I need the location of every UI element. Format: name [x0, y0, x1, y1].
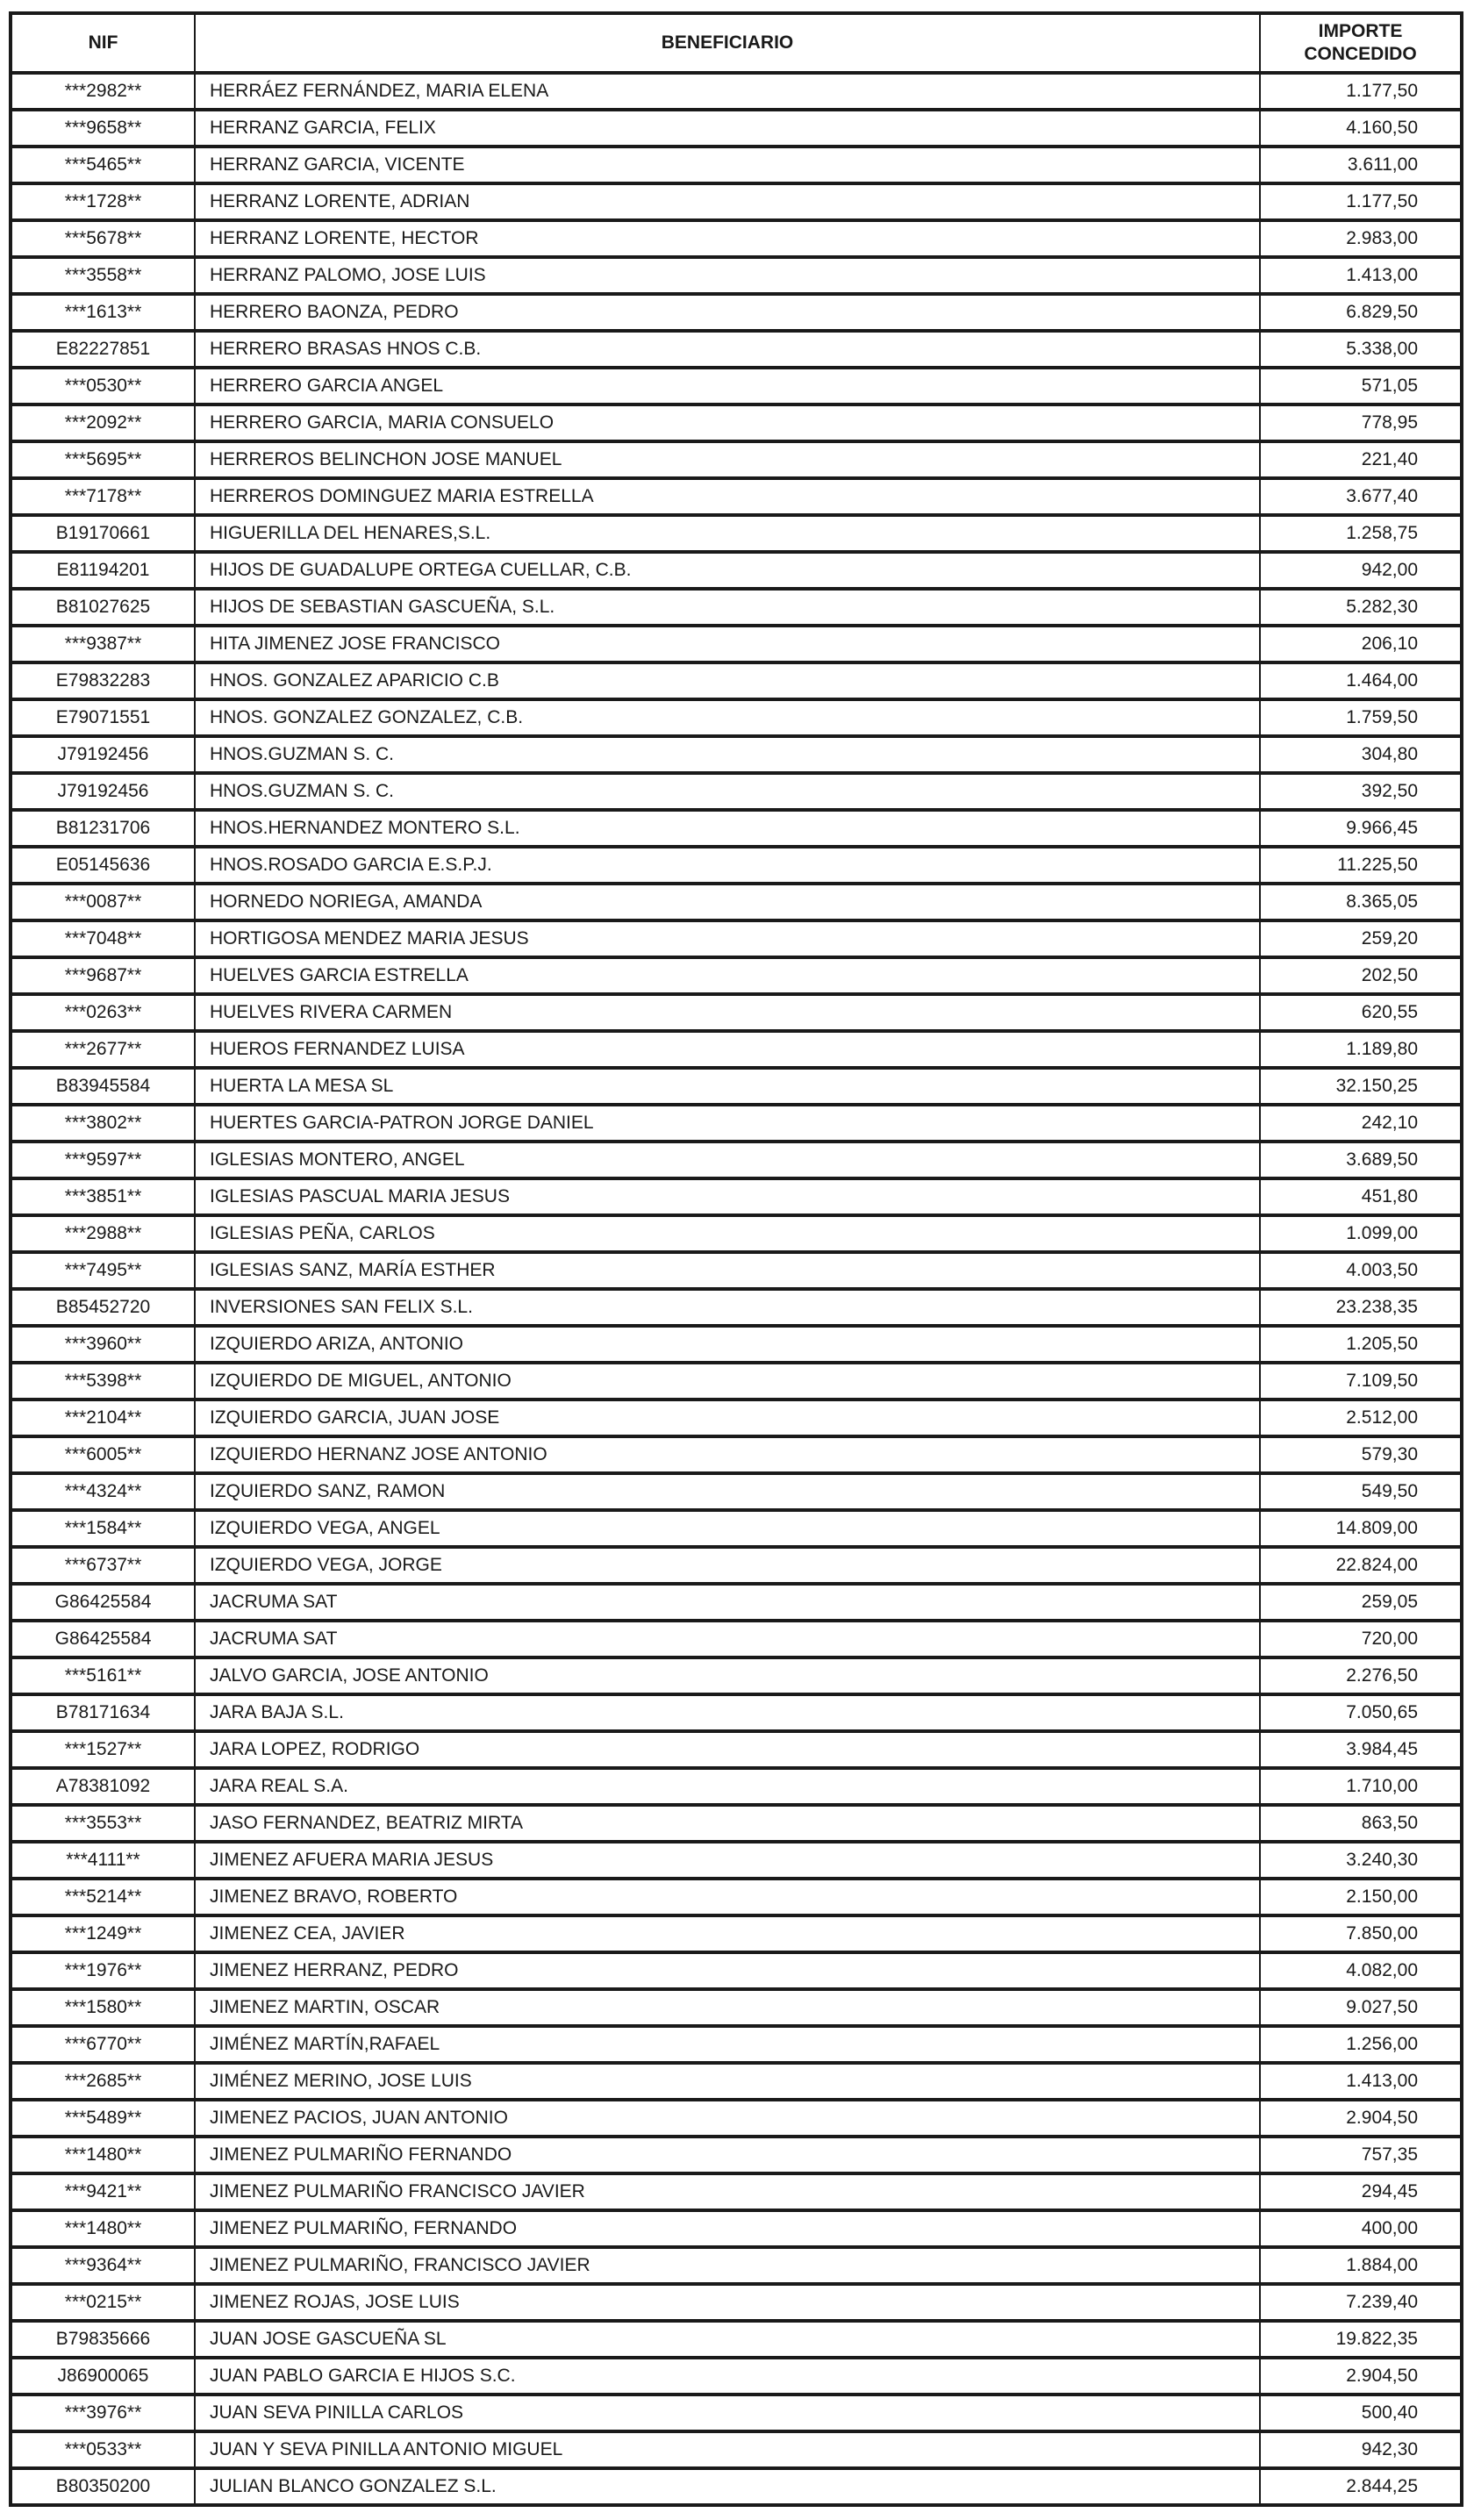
nif-cell: ***1480** — [11, 2210, 195, 2247]
nif-cell: ***3960** — [11, 1326, 195, 1363]
table-row — [11, 626, 1462, 662]
table-row — [11, 1731, 1462, 1768]
table-row — [11, 1805, 1462, 1842]
beneficiario-cell: JASO FERNANDEZ, BEATRIZ MIRTA — [195, 1805, 1260, 1842]
table-row — [11, 1178, 1462, 1215]
beneficiario-cell: HNOS.GUZMAN S. C. — [195, 736, 1260, 773]
importe-cell: 778,95 — [1260, 404, 1462, 441]
beneficiario-cell: HIJOS DE GUADALUPE ORTEGA CUELLAR, C.B. — [195, 552, 1260, 589]
beneficiario-cell: JUAN PABLO GARCIA E HIJOS S.C. — [195, 2358, 1260, 2395]
importe-cell: 7.850,00 — [1260, 1915, 1462, 1952]
table-row — [11, 220, 1462, 257]
importe-cell: 1.177,50 — [1260, 183, 1462, 220]
table-row — [11, 957, 1462, 994]
nif-cell: ***1728** — [11, 183, 195, 220]
beneficiario-cell: HNOS.HERNANDEZ MONTERO S.L. — [195, 810, 1260, 847]
importe-cell: 1.177,50 — [1260, 73, 1462, 110]
nif-cell: ***3558** — [11, 257, 195, 294]
beneficiario-cell: HERRANZ LORENTE, HECTOR — [195, 220, 1260, 257]
table-row — [11, 478, 1462, 515]
table-row — [11, 183, 1462, 220]
importe-cell: 863,50 — [1260, 1805, 1462, 1842]
table-row — [11, 1363, 1462, 1400]
beneficiario-cell: IZQUIERDO ARIZA, ANTONIO — [195, 1326, 1260, 1363]
table-row — [11, 2431, 1462, 2468]
table-row — [11, 847, 1462, 884]
table-row — [11, 2137, 1462, 2173]
importe-cell: 9.966,45 — [1260, 810, 1462, 847]
importe-cell: 1.099,00 — [1260, 1215, 1462, 1252]
importe-cell: 620,55 — [1260, 994, 1462, 1031]
table-row — [11, 810, 1462, 847]
nif-cell: ***5678** — [11, 220, 195, 257]
header-importe-concedido — [1260, 13, 1462, 73]
beneficiario-cell: JIMENEZ HERRANZ, PEDRO — [195, 1952, 1260, 1989]
header-nif: NIF — [11, 13, 195, 73]
beneficiario-cell: HUELVES GARCIA ESTRELLA — [195, 957, 1260, 994]
nif-cell: A78381092 — [11, 1768, 195, 1805]
importe-cell: 9.027,50 — [1260, 1989, 1462, 2026]
table-row — [11, 1584, 1462, 1621]
importe-cell: 2.150,00 — [1260, 1879, 1462, 1915]
beneficiario-cell: IZQUIERDO HERNANZ JOSE ANTONIO — [195, 1436, 1260, 1473]
nif-cell: ***9597** — [11, 1142, 195, 1178]
nif-cell: B85452720 — [11, 1289, 195, 1326]
table-row — [11, 1989, 1462, 2026]
nif-cell: ***0215** — [11, 2284, 195, 2321]
nif-cell: E05145636 — [11, 847, 195, 884]
table-row — [11, 1105, 1462, 1142]
beneficiario-cell: JUAN SEVA PINILLA CARLOS — [195, 2395, 1260, 2431]
table-row — [11, 2284, 1462, 2321]
beneficiario-cell: HORNEDO NORIEGA, AMANDA — [195, 884, 1260, 920]
nif-cell: ***9421** — [11, 2173, 195, 2210]
importe-cell: 4.003,50 — [1260, 1252, 1462, 1289]
importe-cell: 4.160,50 — [1260, 110, 1462, 147]
nif-cell: ***5489** — [11, 2100, 195, 2137]
beneficiario-cell: HERRERO GARCIA ANGEL — [195, 368, 1260, 404]
beneficiario-cell: HERREROS DOMINGUEZ MARIA ESTRELLA — [195, 478, 1260, 515]
importe-cell: 7.109,50 — [1260, 1363, 1462, 1400]
importe-cell: 4.082,00 — [1260, 1952, 1462, 1989]
table-row — [11, 589, 1462, 626]
importe-cell: 571,05 — [1260, 368, 1462, 404]
importe-cell: 720,00 — [1260, 1621, 1462, 1657]
importe-cell: 451,80 — [1260, 1178, 1462, 1215]
beneficiario-cell: HORTIGOSA MENDEZ MARIA JESUS — [195, 920, 1260, 957]
table-row — [11, 1142, 1462, 1178]
beneficiario-cell: JIMENEZ BRAVO, ROBERTO — [195, 1879, 1260, 1915]
table-row — [11, 2173, 1462, 2210]
nif-cell: ***5695** — [11, 441, 195, 478]
importe-cell: 549,50 — [1260, 1473, 1462, 1510]
nif-cell: B83945584 — [11, 1068, 195, 1105]
nif-cell: B81231706 — [11, 810, 195, 847]
nif-cell: ***2685** — [11, 2063, 195, 2100]
beneficiario-cell: JACRUMA SAT — [195, 1621, 1260, 1657]
nif-cell: ***5214** — [11, 1879, 195, 1915]
importe-cell: 2.844,25 — [1260, 2468, 1462, 2505]
importe-cell: 7.050,65 — [1260, 1694, 1462, 1731]
importe-cell: 1.759,50 — [1260, 699, 1462, 736]
header-row — [11, 13, 1462, 73]
header-importe-line2: CONCEDIDO — [1304, 44, 1417, 64]
table-row — [11, 1510, 1462, 1547]
nif-cell: ***4111** — [11, 1842, 195, 1879]
nif-cell: ***1584** — [11, 1510, 195, 1547]
importe-cell: 1.464,00 — [1260, 662, 1462, 699]
importe-cell: 32.150,25 — [1260, 1068, 1462, 1105]
importe-cell: 579,30 — [1260, 1436, 1462, 1473]
importe-cell: 2.276,50 — [1260, 1657, 1462, 1694]
table-row — [11, 110, 1462, 147]
nif-cell: E79832283 — [11, 662, 195, 699]
beneficiario-cell: JARA LOPEZ, RODRIGO — [195, 1731, 1260, 1768]
nif-cell: ***9658** — [11, 110, 195, 147]
importe-cell: 400,00 — [1260, 2210, 1462, 2247]
nif-cell: ***2104** — [11, 1400, 195, 1436]
nif-cell: ***0533** — [11, 2431, 195, 2468]
importe-cell: 1.413,00 — [1260, 2063, 1462, 2100]
table-row — [11, 294, 1462, 331]
beneficiario-cell: HUELVES RIVERA CARMEN — [195, 994, 1260, 1031]
importe-cell: 2.904,50 — [1260, 2100, 1462, 2137]
importe-cell: 202,50 — [1260, 957, 1462, 994]
beneficiario-cell: HERRERO GARCIA, MARIA CONSUELO — [195, 404, 1260, 441]
beneficiario-cell: JIMENEZ PULMARIÑO FERNANDO — [195, 2137, 1260, 2173]
nif-cell: J86900065 — [11, 2358, 195, 2395]
nif-cell: ***6737** — [11, 1547, 195, 1584]
nif-cell: ***0263** — [11, 994, 195, 1031]
importe-cell: 1.256,00 — [1260, 2026, 1462, 2063]
nif-cell: ***9387** — [11, 626, 195, 662]
beneficiario-cell: HITA JIMENEZ JOSE FRANCISCO — [195, 626, 1260, 662]
beneficiario-cell: IGLESIAS MONTERO, ANGEL — [195, 1142, 1260, 1178]
table-row — [11, 699, 1462, 736]
table-row — [11, 920, 1462, 957]
nif-cell: E81194201 — [11, 552, 195, 589]
beneficiario-cell: JIMENEZ ROJAS, JOSE LUIS — [195, 2284, 1260, 2321]
beneficiario-cell: HIGUERILLA DEL HENARES,S.L. — [195, 515, 1260, 552]
nif-cell: E79071551 — [11, 699, 195, 736]
table-row — [11, 2100, 1462, 2137]
beneficiario-cell: IGLESIAS SANZ, MARÍA ESTHER — [195, 1252, 1260, 1289]
beneficiario-cell: JARA REAL S.A. — [195, 1768, 1260, 1805]
nif-cell: ***2092** — [11, 404, 195, 441]
nif-cell: ***2677** — [11, 1031, 195, 1068]
table-header — [11, 13, 1462, 73]
beneficiario-cell: JIMÉNEZ MARTÍN,RAFAEL — [195, 2026, 1260, 2063]
beneficiario-cell: JIMÉNEZ MERINO, JOSE LUIS — [195, 2063, 1260, 2100]
beneficiario-cell: JUAN JOSE GASCUEÑA SL — [195, 2321, 1260, 2358]
beneficiario-cell: HERRANZ GARCIA, VICENTE — [195, 147, 1260, 183]
table-row — [11, 1842, 1462, 1879]
beneficiario-cell: HIJOS DE SEBASTIAN GASCUEÑA, S.L. — [195, 589, 1260, 626]
beneficiario-cell: HUEROS FERNANDEZ LUISA — [195, 1031, 1260, 1068]
nif-cell: ***1249** — [11, 1915, 195, 1952]
table-row — [11, 1215, 1462, 1252]
table-row — [11, 1031, 1462, 1068]
beneficiario-cell: IGLESIAS PEÑA, CARLOS — [195, 1215, 1260, 1252]
table-row — [11, 773, 1462, 810]
nif-cell: ***2982** — [11, 73, 195, 110]
beneficiario-cell: JARA BAJA S.L. — [195, 1694, 1260, 1731]
table-row — [11, 736, 1462, 773]
importe-cell: 3.689,50 — [1260, 1142, 1462, 1178]
importe-cell: 242,10 — [1260, 1105, 1462, 1142]
importe-cell: 259,20 — [1260, 920, 1462, 957]
nif-cell: G86425584 — [11, 1621, 195, 1657]
importe-cell: 3.984,45 — [1260, 1731, 1462, 1768]
nif-cell: ***7048** — [11, 920, 195, 957]
nif-cell: ***6770** — [11, 2026, 195, 2063]
nif-cell: ***5161** — [11, 1657, 195, 1694]
nif-cell: B81027625 — [11, 589, 195, 626]
table-row — [11, 1694, 1462, 1731]
beneficiario-cell: HERRÁEZ FERNÁNDEZ, MARIA ELENA — [195, 73, 1260, 110]
beneficiario-cell: HERRANZ GARCIA, FELIX — [195, 110, 1260, 147]
importe-cell: 3.677,40 — [1260, 478, 1462, 515]
nif-cell: ***9364** — [11, 2247, 195, 2284]
nif-cell: ***3553** — [11, 1805, 195, 1842]
beneficiario-cell: JIMENEZ AFUERA MARIA JESUS — [195, 1842, 1260, 1879]
table-row — [11, 552, 1462, 589]
beneficiario-cell: HNOS.GUZMAN S. C. — [195, 773, 1260, 810]
nif-cell: G86425584 — [11, 1584, 195, 1621]
beneficiario-cell: INVERSIONES SAN FELIX S.L. — [195, 1289, 1260, 1326]
importe-cell: 8.365,05 — [1260, 884, 1462, 920]
nif-cell: E82227851 — [11, 331, 195, 368]
table-row — [11, 1547, 1462, 1584]
nif-cell: B78171634 — [11, 1694, 195, 1731]
table-row — [11, 2210, 1462, 2247]
nif-cell: ***7495** — [11, 1252, 195, 1289]
table-row — [11, 1068, 1462, 1105]
table-row — [11, 994, 1462, 1031]
importe-cell: 1.258,75 — [1260, 515, 1462, 552]
beneficiario-cell: JIMENEZ PULMARIÑO FRANCISCO JAVIER — [195, 2173, 1260, 2210]
importe-cell: 5.282,30 — [1260, 589, 1462, 626]
beneficiario-cell: HERRANZ PALOMO, JOSE LUIS — [195, 257, 1260, 294]
beneficiario-cell: HERRERO BAONZA, PEDRO — [195, 294, 1260, 331]
importe-cell: 259,05 — [1260, 1584, 1462, 1621]
table-row — [11, 2358, 1462, 2395]
beneficiario-cell: HERRERO BRASAS HNOS C.B. — [195, 331, 1260, 368]
table-row — [11, 2321, 1462, 2358]
importe-cell: 942,30 — [1260, 2431, 1462, 2468]
table-row — [11, 404, 1462, 441]
table-row — [11, 2395, 1462, 2431]
nif-cell: B79835666 — [11, 2321, 195, 2358]
table-row — [11, 662, 1462, 699]
nif-cell: ***3976** — [11, 2395, 195, 2431]
beneficiario-cell: JALVO GARCIA, JOSE ANTONIO — [195, 1657, 1260, 1694]
nif-cell: J79192456 — [11, 773, 195, 810]
nif-cell: ***1580** — [11, 1989, 195, 2026]
header-beneficiario: BENEFICIARIO — [195, 13, 1260, 73]
table-row — [11, 2468, 1462, 2505]
nif-cell: ***3851** — [11, 1178, 195, 1215]
importe-cell: 392,50 — [1260, 773, 1462, 810]
importe-cell: 2.904,50 — [1260, 2358, 1462, 2395]
table-row — [11, 1879, 1462, 1915]
nif-cell: ***6005** — [11, 1436, 195, 1473]
beneficiario-cell: JIMENEZ MARTIN, OSCAR — [195, 1989, 1260, 2026]
nif-cell: ***0530** — [11, 368, 195, 404]
beneficiario-cell: JIMENEZ PACIOS, JUAN ANTONIO — [195, 2100, 1260, 2137]
header-importe-line1: IMPORTE — [1318, 20, 1403, 41]
importe-cell: 23.238,35 — [1260, 1289, 1462, 1326]
beneficiario-cell: JACRUMA SAT — [195, 1584, 1260, 1621]
table-row — [11, 1436, 1462, 1473]
importe-cell: 1.710,00 — [1260, 1768, 1462, 1805]
table-body — [11, 73, 1462, 2505]
table-row — [11, 331, 1462, 368]
table-row — [11, 1915, 1462, 1952]
beneficiario-cell: HUERTA LA MESA SL — [195, 1068, 1260, 1105]
beneficiario-cell: IGLESIAS PASCUAL MARIA JESUS — [195, 1178, 1260, 1215]
table-row — [11, 441, 1462, 478]
nif-cell: ***5465** — [11, 147, 195, 183]
importe-cell: 942,00 — [1260, 552, 1462, 589]
table-row — [11, 1252, 1462, 1289]
table-row — [11, 1657, 1462, 1694]
nif-cell: ***3802** — [11, 1105, 195, 1142]
nif-cell: ***9687** — [11, 957, 195, 994]
nif-cell: ***1480** — [11, 2137, 195, 2173]
beneficiario-cell: JIMENEZ CEA, JAVIER — [195, 1915, 1260, 1952]
beneficiario-cell: HNOS. GONZALEZ APARICIO C.B — [195, 662, 1260, 699]
importe-cell: 206,10 — [1260, 626, 1462, 662]
importe-cell: 757,35 — [1260, 2137, 1462, 2173]
beneficiario-cell: HERREROS BELINCHON JOSE MANUEL — [195, 441, 1260, 478]
grants-table — [9, 11, 1463, 2507]
importe-cell: 7.239,40 — [1260, 2284, 1462, 2321]
table-row — [11, 2026, 1462, 2063]
table-row — [11, 1768, 1462, 1805]
beneficiario-cell: JULIAN BLANCO GONZALEZ S.L. — [195, 2468, 1260, 2505]
table-row — [11, 368, 1462, 404]
beneficiario-cell: IZQUIERDO DE MIGUEL, ANTONIO — [195, 1363, 1260, 1400]
importe-cell: 6.829,50 — [1260, 294, 1462, 331]
table-row — [11, 1621, 1462, 1657]
table-row — [11, 147, 1462, 183]
importe-cell: 3.240,30 — [1260, 1842, 1462, 1879]
importe-cell: 14.809,00 — [1260, 1510, 1462, 1547]
importe-cell: 11.225,50 — [1260, 847, 1462, 884]
beneficiario-cell: HERRANZ LORENTE, ADRIAN — [195, 183, 1260, 220]
nif-cell: ***5398** — [11, 1363, 195, 1400]
importe-cell: 2.983,00 — [1260, 220, 1462, 257]
beneficiario-cell: IZQUIERDO SANZ, RAMON — [195, 1473, 1260, 1510]
beneficiario-cell: HNOS. GONZALEZ GONZALEZ, C.B. — [195, 699, 1260, 736]
importe-cell: 1.413,00 — [1260, 257, 1462, 294]
table-row — [11, 2063, 1462, 2100]
table-row — [11, 515, 1462, 552]
beneficiario-cell: HUERTES GARCIA-PATRON JORGE DANIEL — [195, 1105, 1260, 1142]
beneficiario-cell: JIMENEZ PULMARIÑO, FRANCISCO JAVIER — [195, 2247, 1260, 2284]
beneficiario-cell: HNOS.ROSADO GARCIA E.S.P.J. — [195, 847, 1260, 884]
nif-cell: ***1613** — [11, 294, 195, 331]
importe-cell: 221,40 — [1260, 441, 1462, 478]
nif-cell: ***7178** — [11, 478, 195, 515]
table-row — [11, 257, 1462, 294]
beneficiario-cell: JIMENEZ PULMARIÑO, FERNANDO — [195, 2210, 1260, 2247]
nif-cell: J79192456 — [11, 736, 195, 773]
nif-cell: ***0087** — [11, 884, 195, 920]
importe-cell: 1.205,50 — [1260, 1326, 1462, 1363]
importe-cell: 3.611,00 — [1260, 147, 1462, 183]
nif-cell: ***2988** — [11, 1215, 195, 1252]
importe-cell: 304,80 — [1260, 736, 1462, 773]
nif-cell: B19170661 — [11, 515, 195, 552]
table-row — [11, 1473, 1462, 1510]
nif-cell: ***1976** — [11, 1952, 195, 1989]
importe-cell: 294,45 — [1260, 2173, 1462, 2210]
table-row — [11, 884, 1462, 920]
importe-cell: 5.338,00 — [1260, 331, 1462, 368]
nif-cell: ***1527** — [11, 1731, 195, 1768]
importe-cell: 500,40 — [1260, 2395, 1462, 2431]
beneficiario-cell: IZQUIERDO VEGA, JORGE — [195, 1547, 1260, 1584]
importe-cell: 19.822,35 — [1260, 2321, 1462, 2358]
table-row — [11, 1400, 1462, 1436]
importe-cell: 2.512,00 — [1260, 1400, 1462, 1436]
table-row — [11, 1326, 1462, 1363]
table-row — [11, 2247, 1462, 2284]
table-row — [11, 1289, 1462, 1326]
table-row — [11, 1952, 1462, 1989]
table-row — [11, 73, 1462, 110]
importe-cell: 22.824,00 — [1260, 1547, 1462, 1584]
importe-cell: 1.884,00 — [1260, 2247, 1462, 2284]
beneficiario-cell: IZQUIERDO VEGA, ANGEL — [195, 1510, 1260, 1547]
beneficiario-cell: JUAN Y SEVA PINILLA ANTONIO MIGUEL — [195, 2431, 1260, 2468]
beneficiario-cell: IZQUIERDO GARCIA, JUAN JOSE — [195, 1400, 1260, 1436]
nif-cell: B80350200 — [11, 2468, 195, 2505]
nif-cell: ***4324** — [11, 1473, 195, 1510]
importe-cell: 1.189,80 — [1260, 1031, 1462, 1068]
